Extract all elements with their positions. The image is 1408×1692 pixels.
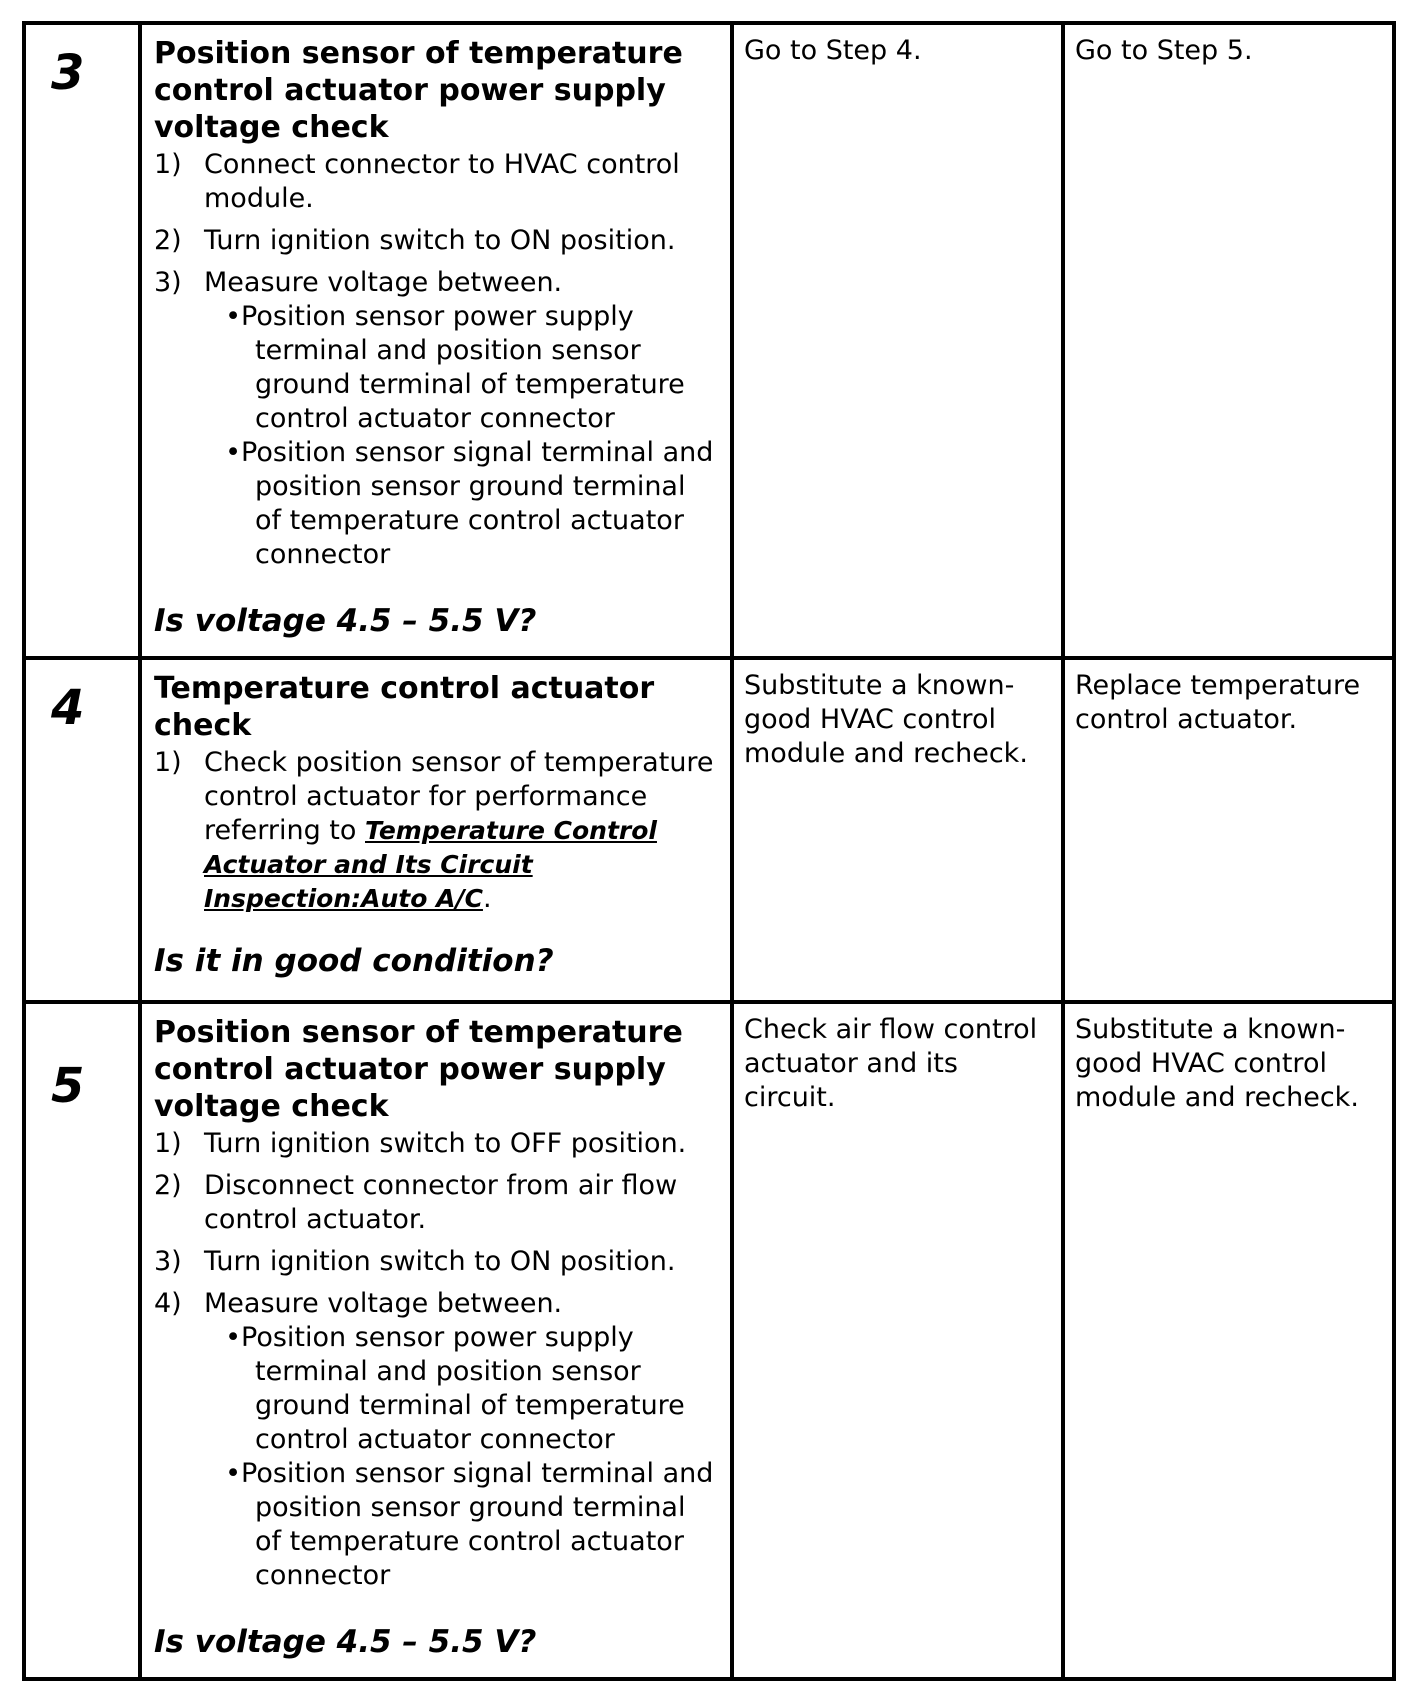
substep-text: Measure voltage between. — [204, 1288, 563, 1319]
substep-text: Check position sensor of temperature control actuator for performance referring to — [204, 747, 714, 846]
bullet-item — [204, 300, 718, 436]
step-action — [140, 23, 732, 658]
bullet-text: Position sensor signal terminal and position sensor ground terminal of temperature control actuator connector — [241, 1458, 714, 1591]
bullet-text: Position sensor signal terminal and position sensor ground terminal of temperature control actuator connector — [241, 437, 714, 570]
step-title: Position sensor of temperature control actuator power supply voltage check — [154, 36, 683, 145]
bullet-list — [204, 300, 718, 572]
bullet-text: Position sensor power supply terminal and position sensor ground terminal of temperature control actuator connector — [241, 1322, 685, 1455]
substep-number: 2) — [154, 225, 182, 256]
substep-number: 3) — [154, 267, 182, 298]
substep-list — [154, 746, 718, 916]
no-result: Go to Step 5. — [1063, 23, 1394, 658]
bullet-item — [204, 1321, 718, 1457]
no-result: Substitute a known-good HVAC control module and recheck. — [1063, 1002, 1394, 1679]
substep-text: Turn ignition switch to OFF position. — [204, 1128, 687, 1159]
step-number: 3 — [24, 23, 140, 658]
substep-text-end: . — [482, 883, 492, 914]
substep-text: Disconnect connector from air flow control actuator. — [204, 1170, 678, 1235]
yes-result: Check air flow control actuator and its circuit. — [732, 1002, 1063, 1679]
bullet-item — [204, 1457, 718, 1593]
step-row — [24, 23, 1394, 658]
reference-link[interactable]: Temperature Control Actuator and Its Circuit Inspection:Auto A/C — [204, 816, 657, 913]
step-question: Is voltage 4.5 – 5.5 V? — [154, 603, 537, 639]
substep — [154, 1169, 718, 1237]
no-result: Replace temperature control actuator. — [1063, 658, 1394, 1002]
substep-number: 3) — [154, 1246, 182, 1277]
substep-text: Turn ignition switch to ON position. — [204, 225, 676, 256]
substep-list — [154, 148, 718, 572]
bullet-text: Position sensor power supply terminal and position sensor ground terminal of temperature control actuator connector — [241, 301, 685, 434]
substep-number: 1) — [154, 149, 182, 180]
substep — [154, 1127, 718, 1161]
step-question: Is it in good condition? — [154, 943, 554, 979]
step-number: 4 — [24, 658, 140, 1002]
diagnostic-steps-table — [22, 21, 1396, 1681]
substep-number: 1) — [154, 747, 182, 778]
step-row — [24, 1002, 1394, 1679]
substep-text: Connect connector to HVAC control module. — [204, 149, 680, 214]
step-question: Is voltage 4.5 – 5.5 V? — [154, 1624, 537, 1660]
bullet-item — [204, 436, 718, 572]
substep-list — [154, 1127, 718, 1593]
substep — [154, 1287, 718, 1593]
step-title: Position sensor of temperature control actuator power supply voltage check — [154, 1015, 683, 1124]
substep-text: Measure voltage between. — [204, 267, 563, 298]
step-number: 5 — [24, 1002, 140, 1679]
substep — [154, 224, 718, 258]
substep-number: 4) — [154, 1288, 182, 1319]
step-row — [24, 658, 1394, 1002]
substep-number: 1) — [154, 1128, 182, 1159]
substep — [154, 266, 718, 572]
bullet-list — [204, 1321, 718, 1593]
substep-number: 2) — [154, 1170, 182, 1201]
substep-text: Turn ignition switch to ON position. — [204, 1246, 676, 1277]
substep — [154, 1245, 718, 1279]
step-action — [140, 1002, 732, 1679]
step-action — [140, 658, 732, 1002]
yes-result: Substitute a known-good HVAC control module and recheck. — [732, 658, 1063, 1002]
yes-result: Go to Step 4. — [732, 23, 1063, 658]
substep — [154, 746, 718, 916]
step-title: Temperature control actuator check — [154, 671, 655, 743]
substep — [154, 148, 718, 216]
